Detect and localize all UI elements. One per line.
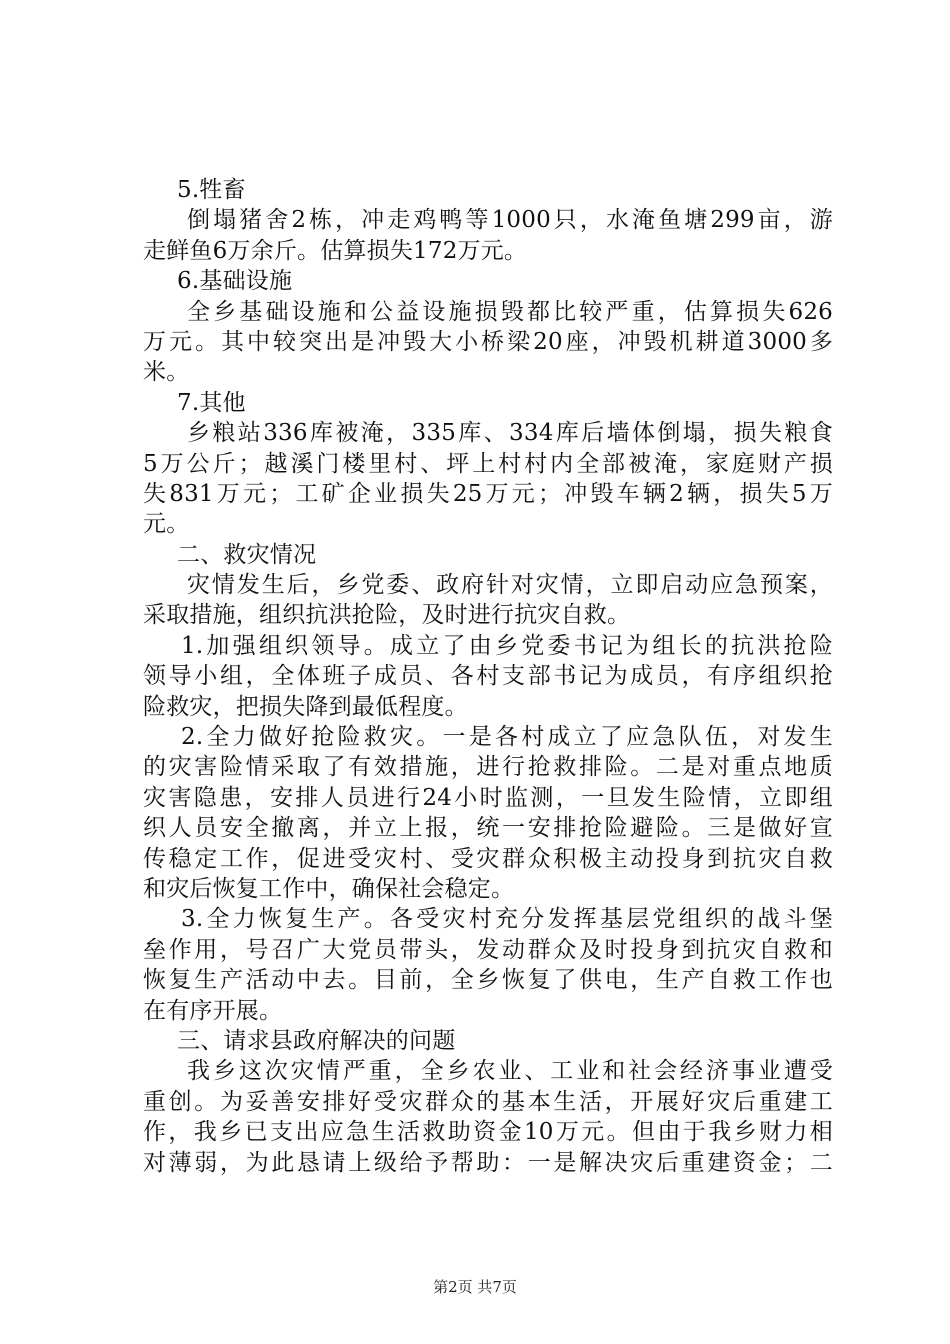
section-heading-relief: 二、救灾情况 bbox=[177, 541, 317, 568]
paragraph-line: 全乡基础设施和公益设施损毁都比较严重，估算损失626 bbox=[187, 298, 833, 325]
paragraph-line: 1.加强组织领导。成立了由乡党委书记为组长的抗洪抢险 bbox=[181, 632, 833, 659]
paragraph-line: 垒作用，号召广大党员带头，发动群众及时投身到抗灾自救和 bbox=[143, 936, 833, 963]
paragraph-line: 米。 bbox=[143, 359, 190, 386]
paragraph-line: 倒塌猪舍2栋，冲走鸡鸭等1000只，水淹鱼塘299亩，游 bbox=[187, 207, 833, 234]
paragraph-line: 采取措施，组织抗洪抢险，及时进行抗灾自救。 bbox=[143, 602, 631, 629]
paragraph-line: 恢复生产活动中去。目前，全乡恢复了供电，生产自救工作也 bbox=[143, 967, 833, 994]
paragraph-line: 乡粮站336库被淹，335库、334库后墙体倒塌，损失粮食 bbox=[187, 420, 833, 447]
paragraph-line: 3.全力恢复生产。各受灾村充分发挥基层党组织的战斗堡 bbox=[181, 906, 833, 933]
heading-livestock: 5.牲畜 bbox=[177, 177, 246, 203]
paragraph-line: 元。 bbox=[143, 511, 190, 538]
paragraph-line: 2.全力做好抢险救灾。一是各村成立了应急队伍，对发生 bbox=[181, 724, 833, 751]
paragraph-line: 走鲜鱼6万余斤。估算损失172万元。 bbox=[143, 237, 528, 264]
paragraph-line: 对薄弱，为此恳请上级给予帮助：一是解决灾后重建资金；二 bbox=[143, 1149, 833, 1176]
paragraph-line: 灾情发生后，乡党委、政府针对灾情，立即启动应急预案， bbox=[187, 572, 833, 599]
heading-other: 7.其他 bbox=[177, 389, 246, 416]
heading-infrastructure: 6.基础设施 bbox=[177, 268, 293, 295]
paragraph-line: 万元。其中较突出是冲毁大小桥梁20座，冲毁机耕道3000多 bbox=[143, 328, 833, 355]
document-body bbox=[143, 175, 833, 1178]
paragraph-line: 的灾害险情采取了有效措施，进行抢救排险。二是对重点地质 bbox=[143, 754, 833, 781]
paragraph-line: 灾害隐患，安排人员进行24小时监测，一旦发生险情，立即组 bbox=[143, 784, 833, 811]
paragraph-line: 5万公斤；越溪门楼里村、坪上村村内全部被淹，家庭财产损 bbox=[143, 450, 833, 477]
page-number-footer: 第2页 共7页 bbox=[433, 1278, 517, 1296]
section-heading-requests: 三、请求县政府解决的问题 bbox=[177, 1027, 456, 1054]
paragraph-line: 险救灾，把损失降到最低程度。 bbox=[143, 693, 468, 720]
paragraph-line: 传稳定工作，促进受灾村、受灾群众积极主动投身到抗灾自救 bbox=[143, 845, 833, 872]
paragraph-line: 重创。为妥善安排好受灾群众的基本生活，开展好灾后重建工 bbox=[143, 1088, 833, 1115]
paragraph-line: 我乡这次灾情严重，全乡农业、工业和社会经济事业遭受 bbox=[187, 1058, 833, 1085]
paragraph-line: 在有序开展。 bbox=[143, 997, 283, 1024]
paragraph-line: 作，我乡已支出应急生活救助资金10万元。但由于我乡财力相 bbox=[143, 1119, 833, 1146]
paragraph-line: 织人员安全撤离，并立上报，统一安排抢险避险。三是做好宣 bbox=[143, 815, 833, 842]
paragraph-line: 领导小组，全体班子成员、各村支部书记为成员，有序组织抢 bbox=[143, 663, 833, 690]
paragraph-line: 失831万元；工矿企业损失25万元；冲毁车辆2辆，损失5万 bbox=[143, 480, 833, 507]
paragraph-line: 和灾后恢复工作中，确保社会稳定。 bbox=[143, 875, 515, 902]
